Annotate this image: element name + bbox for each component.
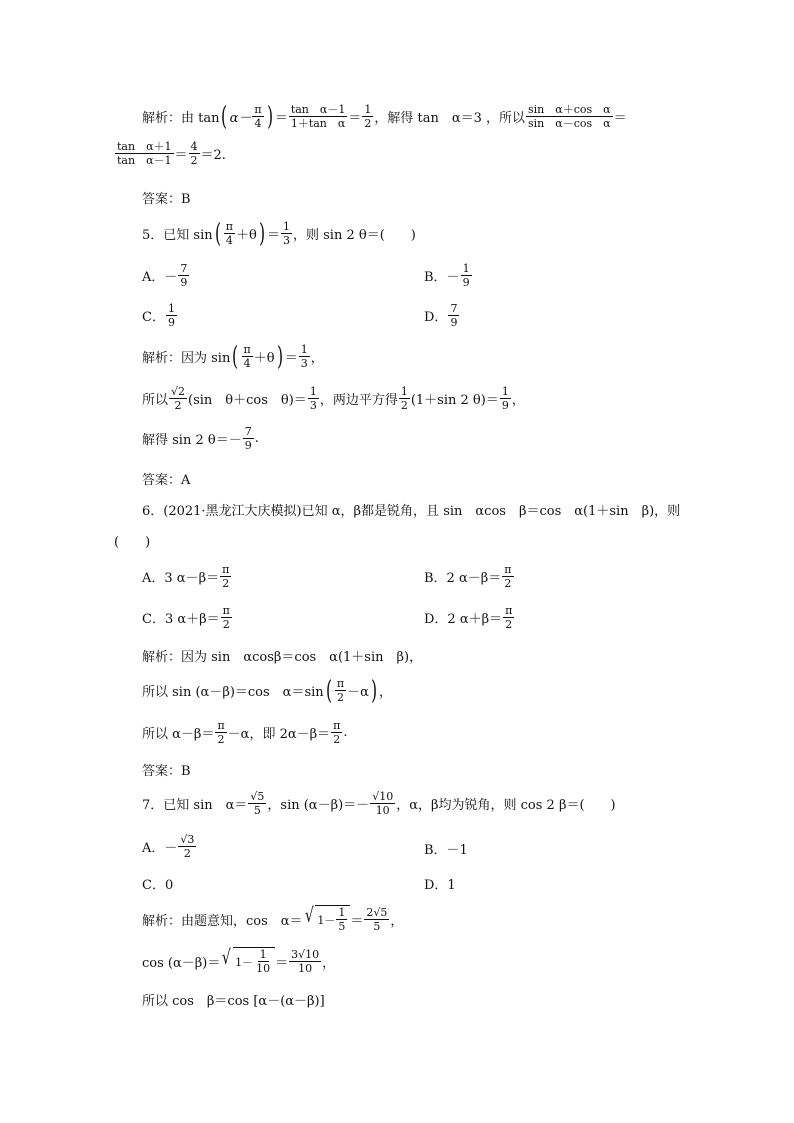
fraction: $\frac{1}{2}$	[364, 103, 372, 130]
solution-line-2: $\frac{\text{tan α＋1}}{\text{tan α－1}}$ ＝ $\frac{4}{2}$ ＝2.	[117, 140, 226, 167]
fraction: $\frac{\pi}{2}$	[504, 563, 512, 590]
fraction: $\frac{1}{9}$	[462, 262, 470, 289]
fraction: $\frac{2√5}{5}$	[366, 905, 388, 933]
fraction: $\frac{\pi}{2}$	[333, 719, 341, 746]
fraction: $\frac{1}{9}$	[501, 385, 509, 412]
square-root: √ 1－ $\frac{1}{10}$	[220, 947, 275, 975]
fraction: $\frac{7}{9}$	[180, 262, 188, 289]
option-7d: D．1	[424, 878, 456, 893]
option-7b: B．－1	[424, 843, 468, 858]
solution-5-line-2: 所以 $\frac{√2}{2}$ (sin θ＋cos θ)＝ $\frac{1}{3}$ ，两边平方得 $\frac{1}{2}$ (1＋sin 2 θ)＝ $\frac{1}{9}$ ，	[142, 385, 525, 412]
fraction: $\frac{\pi}{2}$	[222, 563, 230, 590]
answer-4: 答案：B	[142, 192, 191, 207]
fraction: $\frac{7}{9}$	[244, 425, 252, 452]
question-5: 5．已知 sin ( $\frac{\pi}{4}$ ＋θ ) ＝ $\frac{1}{3}$ ，则 sin 2 θ＝( )	[142, 218, 416, 249]
solution-5-line-3: 解得 sin 2 θ＝－ $\frac{7}{9}$ .	[142, 425, 259, 452]
option-5b: B．－ $\frac{1}{9}$	[424, 262, 470, 289]
fraction: $\frac{4}{2}$	[190, 140, 198, 167]
solution-line-1: 解析：由 tan ( α－ $\frac{\pi}{4}$ ) ＝ $\frac{\text{tan α－1}}{\text{1＋tan α}}$ ＝ $\frac{1}{2}$ ，解得 tan α＝3 ，所以 $\frac{\text{sin α＋cos α}}{\text{sin α－cos α}}$ ＝	[142, 101, 627, 132]
fraction: $\frac{√10}{10}$	[372, 790, 394, 817]
option-7a: A．－ $\frac{√3}{2}$	[142, 833, 195, 860]
question-7: 7．已知 sin α＝ $\frac{√5}{5}$ ，sin (α－β)＝－ $\frac{√10}{10}$ ，α，β均为锐角，则 cos 2 β＝( )	[142, 790, 616, 817]
fraction: $\frac{7}{9}$	[450, 302, 458, 329]
solution-6-line-1: 解析：因为 sin αcosβ＝cos α(1＋sin β)，	[142, 650, 423, 665]
fraction: $\frac{\pi}{2}$	[336, 677, 345, 704]
fraction: $\frac{1}{9}$	[167, 302, 175, 329]
option-5a: A．－ $\frac{7}{9}$	[142, 262, 188, 289]
fraction: $\frac{√2}{2}$	[171, 385, 186, 412]
fraction: $\frac{√5}{5}$	[250, 790, 265, 817]
option-6b: B．2 α－β＝ $\frac{\pi}{2}$	[424, 563, 512, 590]
solution-7-line-3: 所以 cos β＝cos [α－(α－β)]	[142, 994, 325, 1009]
solution-5-line-1: 解析：因为 sin ( $\frac{\pi}{4}$ ＋θ ) ＝ $\frac{1}{3}$ ，	[142, 341, 324, 372]
square-root: √ 1－ $\frac{1}{5}$	[303, 905, 351, 933]
solution-6-line-3: 所以 α－β＝ $\frac{\pi}{2}$ －α，即 2α－β＝ $\frac{\pi}{2}$ .	[142, 719, 348, 746]
answer-6: 答案：B	[142, 764, 191, 779]
option-6d: D．2 α＋β＝ $\frac{\pi}{2}$	[424, 604, 513, 631]
fraction: $\frac{\pi}{4}$	[225, 220, 233, 247]
fraction: $\frac{\pi}{2}$	[217, 719, 225, 746]
question-6-paren: ( )	[114, 535, 151, 550]
fraction: $\frac{\pi}{4}$	[243, 343, 251, 370]
fraction: $\frac{1}{3}$	[309, 385, 317, 412]
solution-7-line-2: cos (α－β)＝ √ 1－ $\frac{1}{10}$ ＝ $\frac{3√10}{10}$ ，	[142, 945, 336, 975]
fraction: $\frac{√3}{2}$	[180, 833, 195, 860]
fraction: $\frac{1}{10}$	[256, 948, 271, 975]
fraction: $\frac{\pi}{2}$	[505, 604, 513, 631]
fraction: $\frac{\pi}{4}$	[254, 103, 262, 130]
fraction: $\frac{1}{2}$	[400, 385, 408, 412]
fraction: $\frac{3√10}{10}$	[291, 947, 320, 975]
option-7c: C．0	[142, 878, 174, 893]
option-6a: A．3 α－β＝ $\frac{\pi}{2}$	[142, 563, 230, 590]
solution-6-line-2: 所以 sin (α－β)＝cos α＝sin ( $\frac{\pi}{2}$ －α ) ，	[142, 675, 393, 706]
option-6c: C．3 α＋β＝ $\frac{\pi}{2}$	[142, 604, 230, 631]
fraction: $\frac{1}{3}$	[300, 343, 308, 370]
fraction: $\frac{1}{5}$	[338, 906, 346, 933]
fraction: $\frac{\text{sin α＋cos α}}{\text{sin α－cos α}}$	[528, 103, 611, 130]
option-5d: D． $\frac{7}{9}$	[424, 302, 458, 329]
fraction: $\frac{1}{3}$	[283, 220, 290, 247]
fraction: $\frac{\text{tan α－1}}{\text{1＋tan α}}$	[290, 103, 346, 130]
solution-7-line-1: 解析：由题意知，cos α＝ √ 1－ $\frac{1}{5}$ ＝ $\frac{2√5}{5}$ ，	[142, 903, 404, 933]
fraction: $\frac{\text{tan α＋1}}{\text{tan α－1}}$	[117, 140, 172, 167]
question-6: 6．(2021·黑龙江大庆模拟)已知 α，β都是锐角，且 sin αcos β＝cos α(1＋sin β)，则	[142, 504, 681, 519]
answer-5: 答案：A	[142, 473, 191, 488]
fraction: $\frac{\pi}{2}$	[222, 604, 230, 631]
option-5c: C． $\frac{1}{9}$	[142, 302, 175, 329]
